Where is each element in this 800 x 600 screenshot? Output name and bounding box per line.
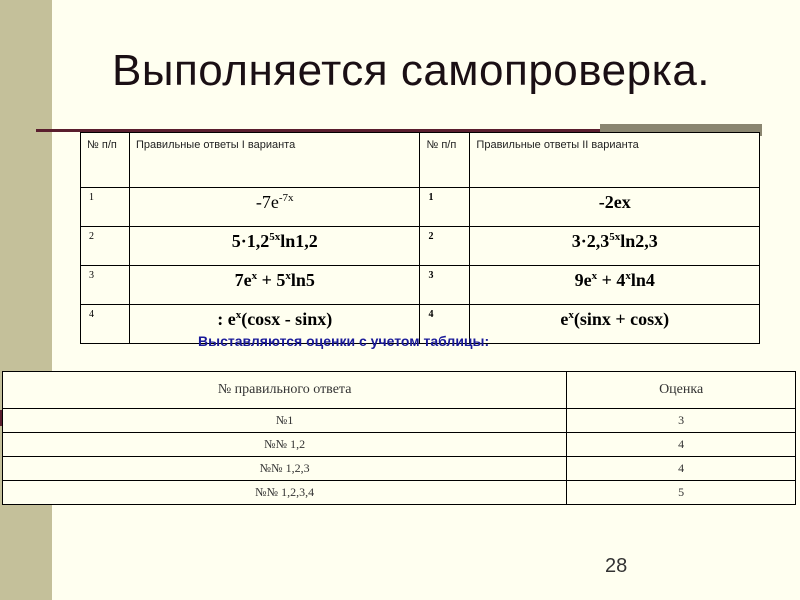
header-num-1: № п/п [81, 133, 130, 188]
header-variant-1: Правильные ответы I варианта [129, 133, 420, 188]
page-number: 28 [605, 555, 628, 577]
table-row [81, 188, 760, 227]
row-number: 3 [81, 266, 130, 305]
answers-cell: №№ 1,2,3 [3, 457, 567, 481]
answer-variant-2: $9e^x + 4^x\ln 4$ [470, 266, 760, 305]
answer-variant-2: $3\cdot 2,3^{5x}\ln 2,3$ [470, 227, 760, 266]
answer-variant-1: $-7e^{-7x}$ [129, 188, 420, 227]
table-row [3, 481, 796, 505]
row-number: 4 [81, 305, 130, 344]
answers-table [80, 132, 760, 344]
answer-variant-2: $e^x(\sin x + \cos x)$ [470, 305, 760, 344]
row-number: 1 [420, 188, 470, 227]
header-grade: Оценка [567, 372, 796, 409]
row-number: 2 [420, 227, 470, 266]
answers-cell: №№ 1,2,3,4 [3, 481, 567, 505]
header-variant-2: Правильные ответы II варианта [470, 133, 760, 188]
header-answers: № правильного ответа [3, 372, 567, 409]
sidebar-decor [0, 0, 52, 600]
row-number: 2 [81, 227, 130, 266]
grades-subtitle: Выставляются оценки с учетом таблицы: [198, 333, 490, 349]
answers-header-row [81, 133, 760, 188]
table-row [81, 266, 760, 305]
answers-cell: №№ 1,2 [3, 433, 567, 457]
grade-cell: 4 [567, 433, 796, 457]
grades-table [2, 371, 796, 505]
grade-cell: 5 [567, 481, 796, 505]
table-row [3, 433, 796, 457]
grades-header-row [3, 372, 796, 409]
answer-variant-1: : $e^x(\cos x - \sin x)$ [129, 305, 420, 344]
answers-cell: №1 [3, 409, 567, 433]
grade-cell: 3 [567, 409, 796, 433]
answer-variant-1: $5\cdot 1,2^{5x}\ln 1,2$ [129, 227, 420, 266]
table-row [3, 409, 796, 433]
row-number: 1 [81, 188, 130, 227]
answer-variant-2: -2ex [470, 188, 760, 227]
header-num-2: № п/п [420, 133, 470, 188]
row-number: 3 [420, 266, 470, 305]
table-row [3, 457, 796, 481]
grade-cell: 4 [567, 457, 796, 481]
slide-title: Выполняется самопроверка. [112, 46, 711, 95]
answer-variant-1: $7e^x + 5^x\ln 5$ [129, 266, 420, 305]
row-number: 4 [420, 305, 470, 344]
table-row [81, 227, 760, 266]
